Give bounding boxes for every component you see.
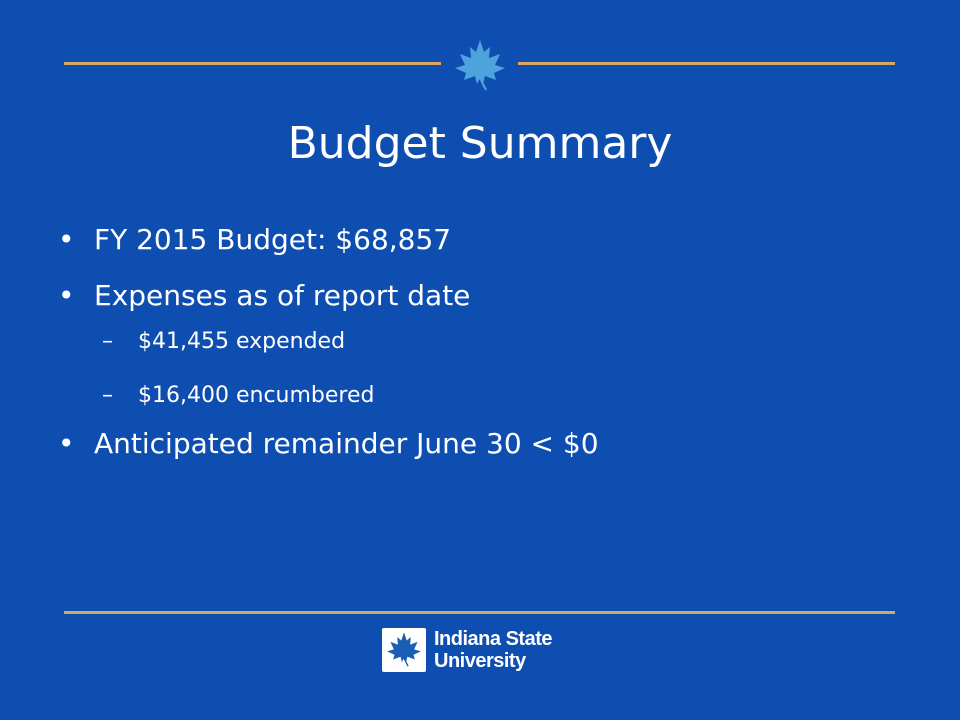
logo-line-2: University xyxy=(434,650,526,672)
maple-leaf-icon xyxy=(452,38,508,94)
maple-leaf-icon xyxy=(385,631,423,669)
bullet-text: Expenses as of report date xyxy=(94,279,471,312)
sub-bullet-item xyxy=(58,322,918,376)
sub-bullet-text: $16,400 encumbered xyxy=(138,383,375,408)
bullet-item xyxy=(58,218,918,274)
top-divider-left xyxy=(64,62,441,65)
logo-line-1: Indiana State xyxy=(434,628,552,650)
sub-bullet-dash: – xyxy=(102,383,113,408)
bottom-divider xyxy=(64,611,895,614)
bullet-item xyxy=(58,422,918,478)
logo-emblem xyxy=(382,628,426,672)
bullet-dot: • xyxy=(58,279,75,312)
bullet-item xyxy=(58,274,918,322)
logo-wordmark xyxy=(434,628,552,672)
bullet-list xyxy=(58,218,918,478)
slide-title: Budget Summary xyxy=(287,118,673,169)
bullet-text: Anticipated remainder June 30 < $0 xyxy=(94,427,599,460)
bullet-dot: • xyxy=(58,427,75,460)
bullet-dot: • xyxy=(58,223,75,256)
sub-bullet-text: $41,455 expended xyxy=(138,329,346,354)
bullet-text: FY 2015 Budget: $68,857 xyxy=(94,223,452,256)
university-logo xyxy=(382,628,582,676)
top-divider-right xyxy=(518,62,895,65)
sub-bullet-item xyxy=(58,376,918,422)
sub-bullet-dash: – xyxy=(102,329,113,354)
